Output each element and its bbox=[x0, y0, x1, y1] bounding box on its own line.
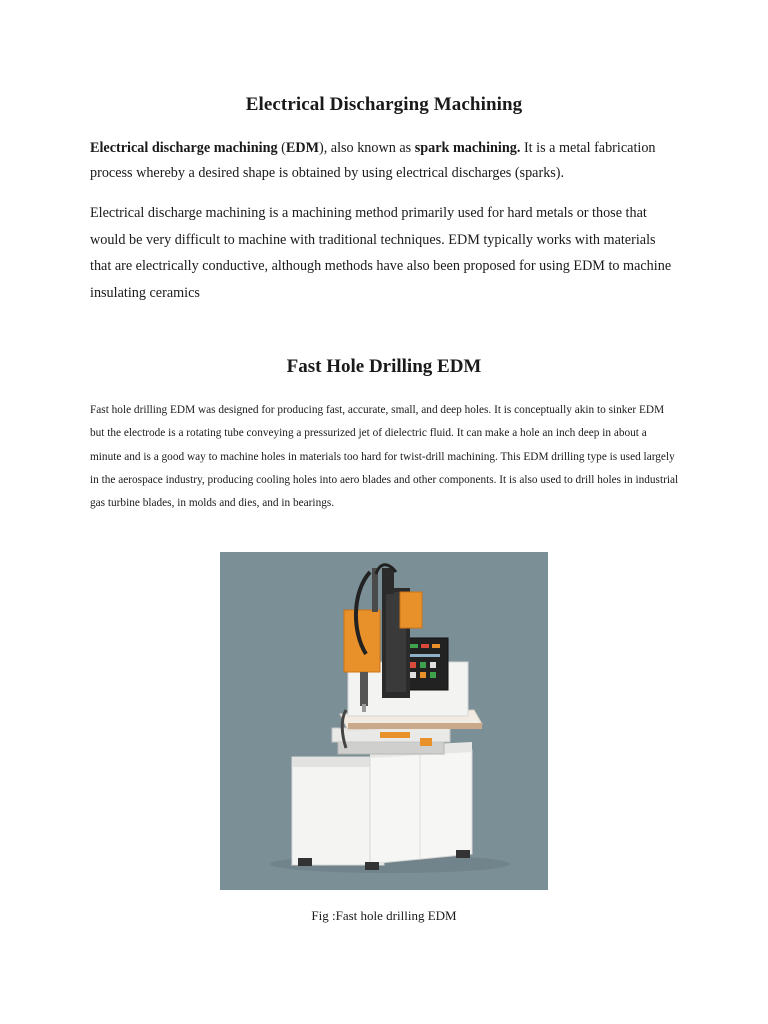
edm-machine-figure bbox=[220, 552, 548, 890]
intro-rest-text: It is a metal fabrication process whereby a desired shape is obtained by using electrical discharges (sparks). bbox=[90, 140, 656, 181]
edm-term: Electrical discharge machining bbox=[90, 140, 278, 156]
intro-open-paren: ( bbox=[277, 140, 286, 156]
document-title: Electrical Discharging Machining bbox=[245, 94, 523, 115]
edm-abbreviation: EDM bbox=[285, 140, 319, 156]
section-body-paragraph: Fast hole drilling EDM was designed for producing fast, accurate, small, and deep holes. It is conceptually akin to sinker EDM but the electrode is a rotating tube conveying a pressurized jet of dielectric fluid. It can make a hole an inch deep in about a minute and is a good way to machine holes in materials too hard for twist-drill machining. This EDM drilling type is used largely in the aerospace industry, producing cooling holes into aero blades and other components. It is also used to drill holes in industrial gas turbine blades, in molds and dies, and in bearings. bbox=[90, 404, 679, 510]
intro-aka-text: ), also known as bbox=[318, 140, 415, 156]
spark-machining-term: spark machining. bbox=[414, 140, 521, 156]
section-title: Fast Hole Drilling EDM bbox=[286, 356, 482, 377]
body-paragraph-2: Electrical discharge machining is a machining method primarily used for hard metals or those that would be very difficult to machine with traditional techniques. EDM typically works with materials that are electrically conductive, although methods have also been proposed for using EDM to machine insulating ceramics bbox=[90, 205, 672, 301]
edm-machine-illustration bbox=[220, 552, 548, 890]
figure-caption: Fig :Fast hole drilling EDM bbox=[311, 908, 457, 923]
intro-paragraph bbox=[90, 136, 680, 186]
